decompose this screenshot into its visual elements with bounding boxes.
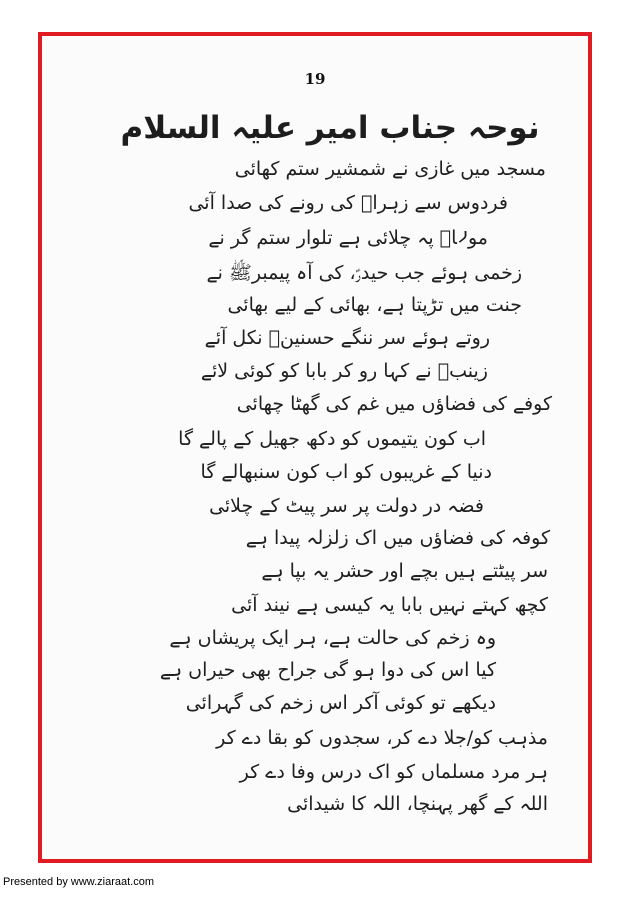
verse-line-1: مسجد میں غازی نے شمشیر ستم کھائی xyxy=(234,158,546,180)
verse-line-7: زینبؑ نے کہا رو کر بابا کو کوئی لائے xyxy=(200,360,488,382)
verse-line-2: فردوس سے زہراؑ کی رونے کی صدا آئی xyxy=(188,192,508,214)
verse-line-9: اب کون یتیموں کو دکھ جھیل کے پالے گا xyxy=(178,428,486,450)
page-frame xyxy=(38,32,592,863)
verse-line-17: دیکھے تو کوئی آکر اس زخم کی گہرائی xyxy=(185,692,496,714)
verse-line-5: جنت میں تڑپتا ہے، بھائی کے لیے بھائی xyxy=(227,294,522,316)
verse-line-12: کوفہ کی فضاؤں میں اک زلزلہ پیدا ہے xyxy=(245,527,550,549)
page-title: نوحہ جناب امیر علیہ السلام xyxy=(120,110,540,146)
verse-line-13: سر پیٹتے ہیں بچے اور حشر یہ بپا ہے xyxy=(261,560,548,582)
verse-line-10: دنیا کے غریبوں کو اب کون سنبھالے گا xyxy=(200,461,492,483)
verse-line-18: مذہب کو/جلا دے کر، سجدوں کو بقا دے کر xyxy=(216,727,548,749)
verse-line-6: روتے ہوئے سر ننگے حسنینؑ نکل آئے xyxy=(204,327,490,349)
verse-line-11: فضہ در دولت پر سر پیٹ کے چلائی xyxy=(209,495,484,517)
page-number: 19 xyxy=(304,70,326,88)
verse-line-16: کیا اس کی دوا ہو گی جراح بھی حیراں ہے xyxy=(159,659,496,681)
verse-line-14: کچھ کہتے نہیں بابا یہ کیسی ہے نیند آئی xyxy=(231,594,548,616)
verse-line-15: وہ زخم کی حالت ہے، ہر ایک پریشاں ہے xyxy=(169,627,496,649)
verse-line-3: مولاؑ پہ چلائی ہے تلوار ستم گر نے xyxy=(208,227,488,249)
verse-line-20: اللہ کے گھر پہنچا، اللہ کا شیدائی xyxy=(287,793,548,815)
verse-line-4: زخمی ہوئے جب حیدرؑ، کی آہ پیمبرﷺ نے xyxy=(206,262,522,284)
verse-line-8: کوفے کی فضاؤں میں غم کی گھٹا چھائی xyxy=(236,393,552,415)
verse-line-19: ہر مرد مسلماں کو اک درس وفا دے کر xyxy=(239,761,548,783)
presented-by-credit: Presented by www.ziaraat.com xyxy=(3,876,155,888)
